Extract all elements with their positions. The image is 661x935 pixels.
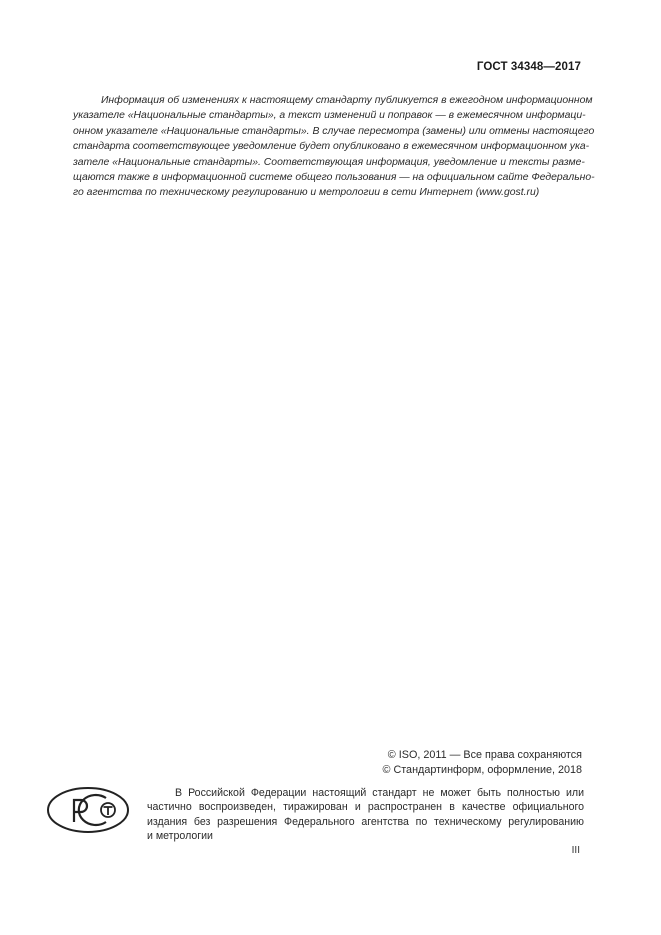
- info-line: онном указателе «Национальные стандарты». В случае пересмотра (замены) или отмены настоящего: [73, 125, 595, 137]
- legal-line: издания без разрешения Федерального агентства по техническому регулированию: [147, 815, 584, 828]
- info-line: стандарта соответствующее уведомление будет опубликовано в ежемесячном информационном ука-: [73, 141, 590, 153]
- publisher-copyright: © Стандартинформ, оформление, 2018: [382, 763, 582, 776]
- legal-line: В Российской Федерации настоящий стандарт не может быть полностью или: [175, 787, 584, 799]
- page-number: III: [571, 845, 580, 856]
- info-line: указателе «Национальные стандарты», а текст изменений и поправок — в ежемесячном информаци-: [73, 110, 586, 122]
- info-line: го агентства по техническому регулированию и метрологии в сети Интернет (www.gost.ru): [73, 187, 540, 199]
- rst-logo-icon: [46, 786, 130, 834]
- legal-line: и метрологии: [147, 830, 213, 843]
- reproduction-notice: [147, 786, 584, 844]
- info-line: Информация об изменениях к настоящему стандарту публикуется в ежегодном информационном: [101, 95, 593, 106]
- amendments-info-paragraph: [73, 93, 595, 201]
- copyright-block: [382, 748, 582, 777]
- standard-code: ГОСТ 34348—2017: [476, 61, 581, 73]
- info-line: зателе «Национальные стандарты». Соответствующая информация, уведомление и тексты разме-: [73, 156, 585, 168]
- iso-copyright: © ISO, 2011 — Все права сохраняются: [387, 749, 582, 761]
- info-line: щаются также в информационной системе общего пользования — на официальном сайте Федерально-: [73, 172, 595, 184]
- legal-line: частично воспроизведен, тиражирован и распространен в качестве официального: [147, 801, 584, 814]
